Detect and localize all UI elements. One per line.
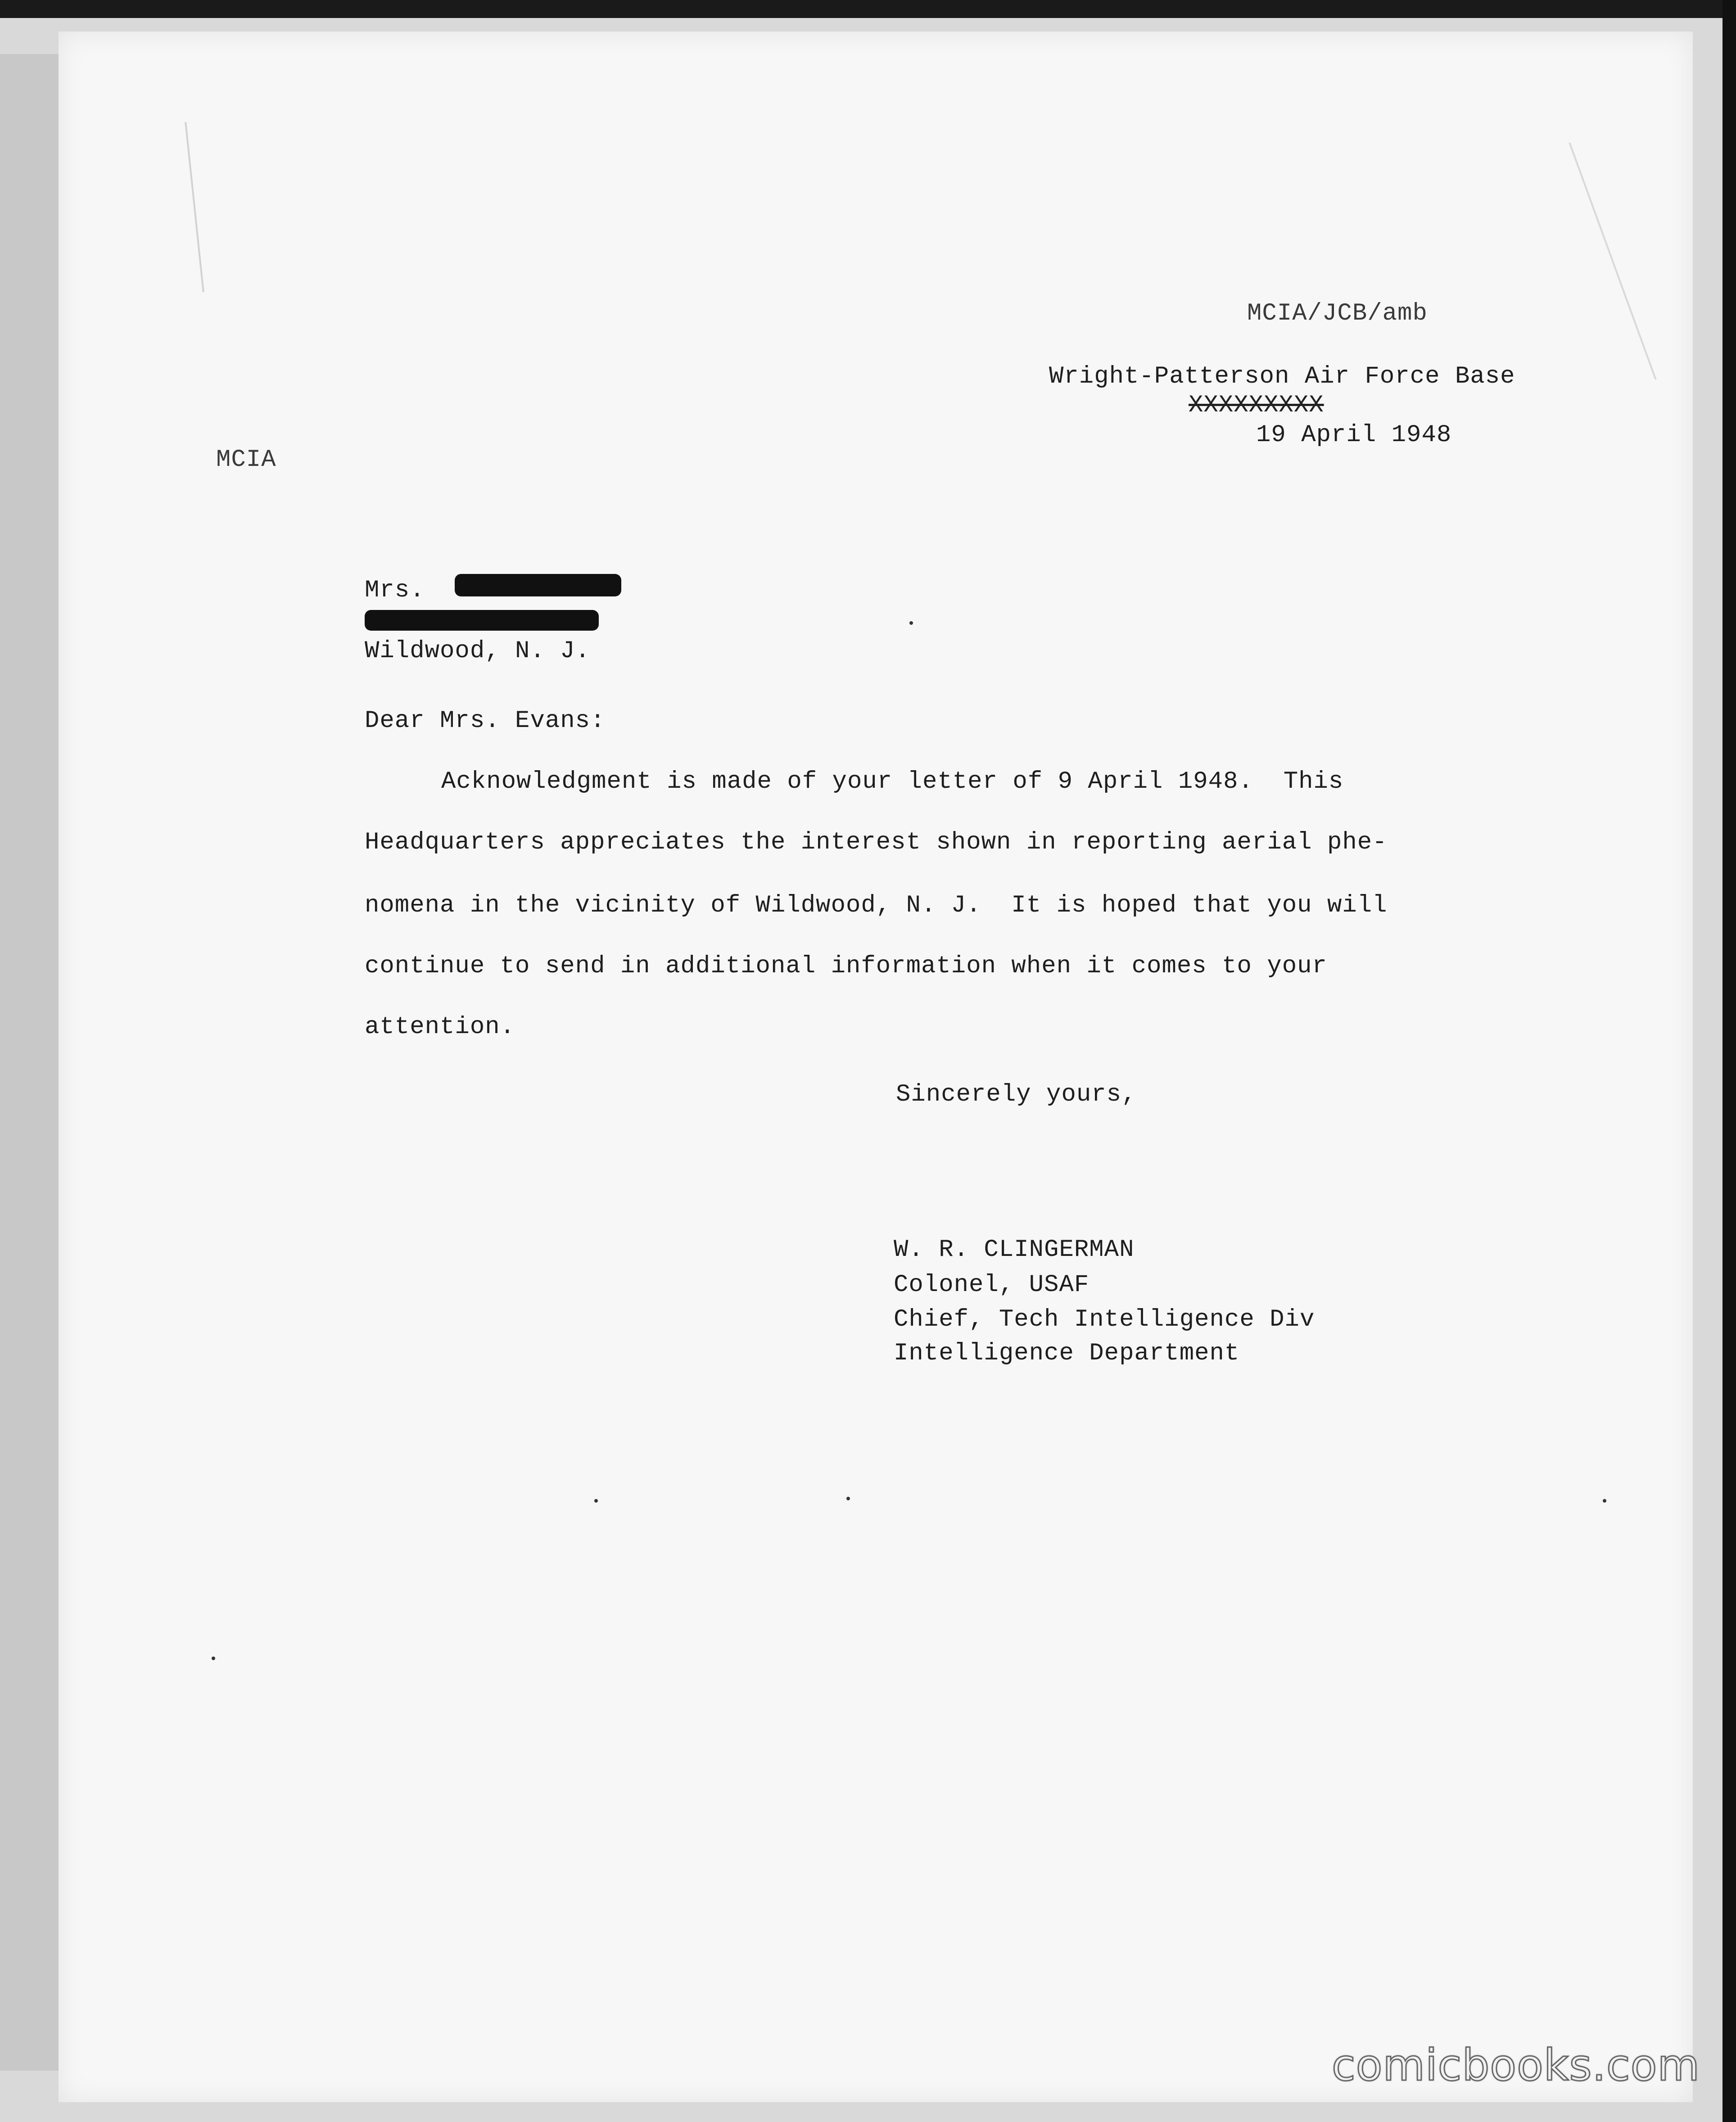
struck-out-text: XXXXXXXXX: [1189, 392, 1324, 419]
body-line: Headquarters appreciates the interest shown in reporting aerial phe-: [365, 829, 1388, 856]
scan-speck: [909, 621, 913, 625]
body-line: Acknowledgment is made of your letter of 9 April 1948. This: [441, 768, 1344, 795]
body-line: attention.: [365, 1013, 515, 1041]
scan-speck: [594, 1499, 598, 1503]
redaction-bar: [365, 610, 599, 631]
scan-top-edge: [0, 0, 1736, 18]
body-line: continue to send in additional information when it comes to your: [365, 953, 1327, 980]
scan-speck: [846, 1497, 850, 1500]
scan-right-edge: [1722, 0, 1736, 2122]
paper-crease: [1569, 142, 1656, 380]
scan-left-edge: [0, 54, 59, 2071]
reference-code: MCIA/JCB/amb: [1247, 300, 1428, 327]
signature-rank: Colonel, USAF: [894, 1271, 1090, 1299]
scan-speck: [212, 1657, 215, 1660]
redaction-bar: [455, 574, 621, 596]
letter-date: 19 April 1948: [1256, 421, 1452, 449]
office-code: MCIA: [216, 446, 276, 474]
signature-title: Chief, Tech Intelligence Div: [894, 1306, 1315, 1333]
watermark-text: comicbooks.com: [1331, 2040, 1700, 2090]
recipient-city: Wildwood, N. J.: [365, 637, 591, 665]
greeting: Dear Mrs. Evans:: [365, 707, 606, 735]
recipient-prefix: Mrs.: [365, 577, 425, 604]
scan-speck: [1603, 1499, 1606, 1503]
body-line: nomena in the vicinity of Wildwood, N. J. It is hoped that you will: [365, 892, 1388, 919]
signature-name: W. R. CLINGERMAN: [894, 1236, 1135, 1264]
paper-crease: [185, 122, 204, 292]
signature-department: Intelligence Department: [894, 1340, 1240, 1367]
letter-page: [59, 32, 1693, 2102]
closing: Sincerely yours,: [896, 1081, 1137, 1108]
sender-location: Wright-Patterson Air Force Base: [1049, 363, 1515, 390]
